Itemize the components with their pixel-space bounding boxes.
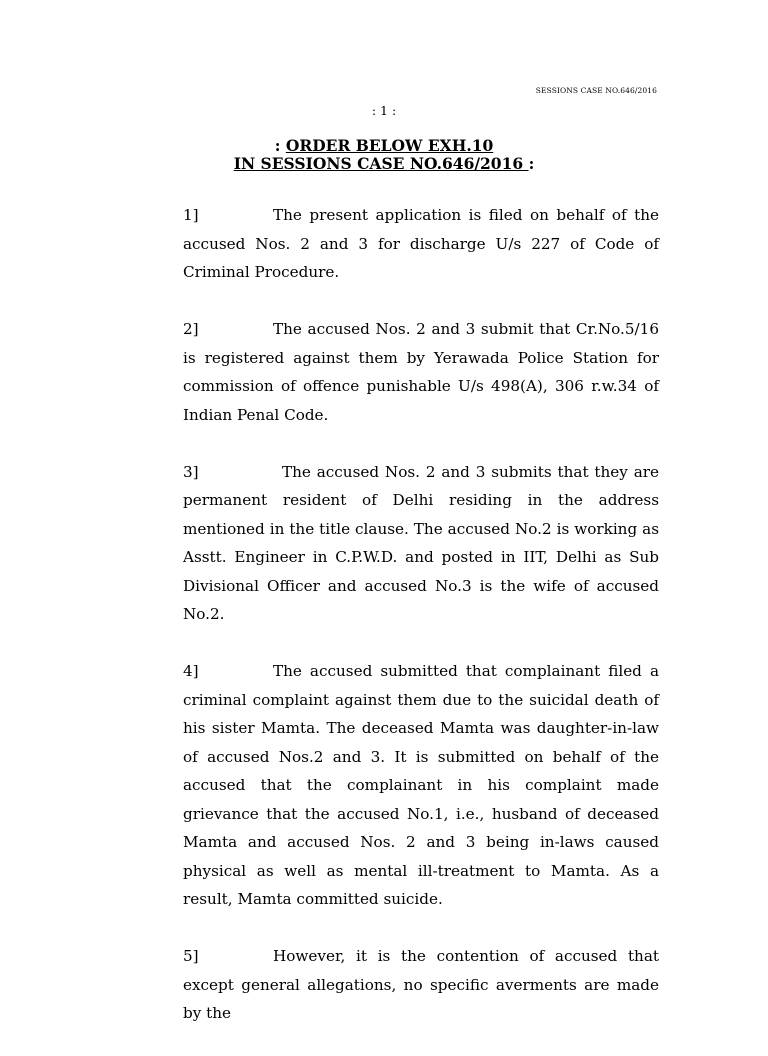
paragraph-number: 4] — [183, 662, 199, 680]
case-reference-header: SESSIONS CASE NO.646/2016 — [535, 86, 657, 95]
title-case-number: IN SESSIONS CASE NO.646/2016 — [233, 154, 529, 173]
paragraph-1 — [183, 201, 659, 287]
paragraph-text: However, it is the contention of accused that except general allegations, no specific averments are made by the — [183, 947, 659, 1022]
paragraph-5 — [183, 942, 659, 1028]
paragraph-4 — [183, 657, 659, 914]
paragraph-text: The accused Nos. 2 and 3 submits that they are permanent resident of Delhi residing in the address mentioned in the title clause. The accused No.2 is working as Asstt. Engineer in C.P.W.D. and posted in IIT, Delhi as Sub Divisional Officer and accused No.3 is the wife of accused No.2. — [183, 462, 659, 623]
order-title — [0, 137, 768, 173]
paragraph-number: 3] — [183, 462, 199, 481]
paragraph-number: 5] — [183, 947, 199, 965]
paragraph-number: 2] — [183, 320, 199, 338]
page-number: : 1 : — [371, 103, 397, 118]
title-line-1 — [0, 137, 768, 155]
paragraph-3 — [183, 458, 659, 629]
paragraph-text: The accused Nos. 2 and 3 submit that Cr.No.5/16 is registered against them by Yerawada Police Station for commission of offence punishable U/s 498(A), 306 r.w.34 of Indian Penal Code. — [183, 320, 659, 424]
title-suffix: : — [528, 154, 535, 173]
title-line-2 — [0, 155, 768, 173]
paragraph-2 — [183, 315, 659, 429]
order-body — [183, 201, 659, 1056]
paragraph-text: The present application is filed on behalf of the accused Nos. 2 and 3 for discharge U/s 227 of Code of Criminal Procedure. — [183, 206, 659, 281]
paragraph-number: 1] — [183, 206, 199, 224]
paragraph-text: The accused submitted that complainant filed a criminal complaint against them due to the suicidal death of his sister Mamta. The deceased Mamta was daughter-in-law of accused Nos.2 and 3. It is submitted on behalf of the accused that the complainant in his complaint made grievance that the accused No.1, i.e., husband of deceased Mamta and accused Nos. 2 and 3 being in-laws caused physical as well as mental ill-treatment to Mamta. As a result, Mamta committed suicide. — [183, 662, 659, 908]
title-order-below: ORDER BELOW EXH.10 — [285, 136, 494, 155]
title-prefix: : — [274, 136, 286, 155]
